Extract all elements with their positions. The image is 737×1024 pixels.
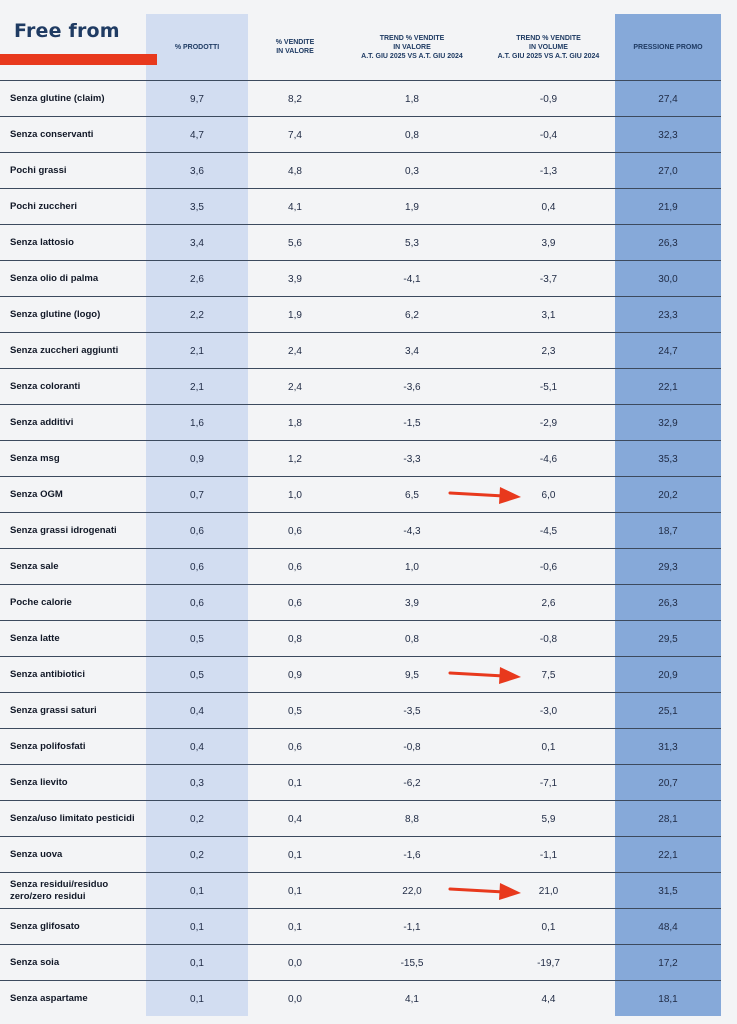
cell-trend-valore: 1,0 — [405, 561, 419, 573]
cell-pressione-promo: 17,2 — [658, 957, 678, 969]
cell-pressione-promo: 20,9 — [658, 669, 678, 681]
cell-trend-volume: -2,9 — [539, 417, 558, 429]
cell-prodotti: 0,1 — [190, 885, 204, 897]
cell-trend-volume: 0,1 — [541, 921, 556, 933]
cell-trend-volume: -3,0 — [539, 705, 558, 717]
cell-pressione-promo: 31,3 — [658, 741, 678, 753]
table-row — [0, 116, 721, 153]
cell-trend-volume: -1,1 — [539, 849, 558, 861]
cell-trend-volume: -1,3 — [539, 165, 558, 177]
cell-prodotti: 0,6 — [190, 525, 204, 537]
cell-vendite-valore: 1,0 — [288, 489, 302, 501]
row-label: Senza coloranti — [10, 381, 81, 392]
table-row — [0, 80, 721, 117]
table-row — [0, 188, 721, 225]
cell-vendite-valore: 0,4 — [288, 813, 302, 825]
cell-pressione-promo: 30,0 — [658, 273, 678, 285]
cell-pressione-promo: 48,4 — [658, 921, 678, 933]
row-label: Senza glutine (claim) — [10, 93, 105, 104]
cell-trend-volume: -0,4 — [539, 129, 558, 141]
cell-trend-valore: 9,5 — [405, 669, 419, 681]
cell-trend-valore: -4,3 — [403, 525, 421, 537]
cell-trend-valore: 6,2 — [405, 309, 419, 321]
cell-prodotti: 2,2 — [190, 309, 204, 321]
cell-pressione-promo: 20,7 — [658, 777, 678, 789]
highlight-arrow-icon — [448, 881, 522, 901]
cell-prodotti: 2,1 — [190, 345, 204, 357]
cell-prodotti: 0,2 — [190, 849, 204, 861]
cell-trend-volume: -0,8 — [539, 633, 558, 645]
cell-prodotti: 3,5 — [190, 201, 204, 213]
cell-vendite-valore: 7,4 — [288, 129, 302, 141]
row-label: Senza antibiotici — [10, 669, 85, 680]
cell-prodotti: 0,1 — [190, 921, 204, 933]
table-row — [0, 224, 721, 261]
cell-prodotti: 0,6 — [190, 561, 204, 573]
cell-pressione-promo: 27,4 — [658, 93, 678, 105]
cell-trend-valore: 6,5 — [405, 489, 419, 501]
cell-trend-valore: -4,1 — [403, 273, 421, 285]
cell-prodotti: 0,2 — [190, 813, 204, 825]
header-trend-volume: TREND % VENDITE IN VOLUME A.T. GIU 2025 VS A.T. GIU 2024 — [497, 34, 600, 60]
table-row — [0, 512, 721, 549]
row-label: Senza latte — [10, 633, 60, 644]
row-label: Senza sale — [10, 561, 59, 572]
cell-trend-valore: -6,2 — [403, 777, 421, 789]
cell-vendite-valore: 1,2 — [288, 453, 302, 465]
row-label: Senza uova — [10, 849, 63, 860]
cell-trend-volume: -7,1 — [539, 777, 558, 789]
cell-prodotti: 3,6 — [190, 165, 204, 177]
table-row — [0, 872, 721, 909]
table-header — [0, 14, 721, 80]
cell-trend-volume: 2,6 — [541, 597, 556, 609]
row-label: Senza residui/residuo zero/zero residui — [10, 879, 109, 902]
cell-pressione-promo: 18,1 — [658, 993, 678, 1005]
cell-trend-volume: -4,5 — [539, 525, 558, 537]
table-row — [0, 548, 721, 585]
row-label: Senza conservanti — [10, 129, 94, 140]
table-row — [0, 620, 721, 657]
cell-trend-volume: 0,4 — [541, 201, 556, 213]
table-row — [0, 404, 721, 441]
cell-pressione-promo: 25,1 — [658, 705, 678, 717]
cell-vendite-valore: 0,5 — [288, 705, 302, 717]
cell-pressione-promo: 32,3 — [658, 129, 678, 141]
cell-vendite-valore: 0,1 — [288, 921, 302, 933]
cell-trend-volume: 6,0 — [541, 489, 556, 501]
row-label: Senza polifosfati — [10, 741, 86, 752]
cell-trend-volume: 5,9 — [541, 813, 556, 825]
cell-trend-volume: -0,9 — [539, 93, 558, 105]
cell-trend-volume: -5,1 — [539, 381, 558, 393]
header-pressione-promo: PRESSIONE PROMO — [633, 43, 703, 51]
cell-trend-volume: -3,7 — [539, 273, 558, 285]
row-label: Senza grassi saturi — [10, 705, 97, 716]
table-row — [0, 440, 721, 477]
cell-vendite-valore: 0,6 — [288, 561, 302, 573]
row-label: Senza lievito — [10, 777, 68, 788]
table-row — [0, 260, 721, 297]
row-label: Senza/uso limitato pesticidi — [10, 813, 135, 824]
cell-prodotti: 0,3 — [190, 777, 204, 789]
cell-trend-volume: 4,4 — [541, 993, 556, 1005]
cell-vendite-valore: 2,4 — [288, 345, 302, 357]
cell-trend-volume: 7,5 — [541, 669, 556, 681]
table-row — [0, 908, 721, 945]
cell-prodotti: 0,5 — [190, 669, 204, 681]
cell-pressione-promo: 22,1 — [658, 381, 678, 393]
cell-trend-volume: 3,9 — [541, 237, 556, 249]
cell-trend-volume: -19,7 — [537, 957, 560, 969]
table-row — [0, 728, 721, 765]
row-label: Senza olio di palma — [10, 273, 99, 284]
cell-trend-valore: 0,3 — [405, 165, 419, 177]
cell-trend-valore: 22,0 — [402, 885, 422, 897]
cell-pressione-promo: 26,3 — [658, 597, 678, 609]
cell-vendite-valore: 3,9 — [288, 273, 302, 285]
row-label: Senza soia — [10, 957, 60, 968]
cell-vendite-valore: 0,1 — [288, 777, 302, 789]
cell-trend-volume: 0,1 — [541, 741, 556, 753]
row-label: Senza msg — [10, 453, 60, 464]
cell-trend-volume: -4,6 — [539, 453, 558, 465]
cell-prodotti: 0,4 — [190, 741, 204, 753]
row-label: Senza grassi idrogenati — [10, 525, 117, 536]
table-row — [0, 296, 721, 333]
header-trend-valore: TREND % VENDITE IN VALORE A.T. GIU 2025 VS A.T. GIU 2024 — [361, 34, 463, 60]
cell-trend-valore: -3,6 — [403, 381, 421, 393]
row-label: Senza OGM — [10, 489, 63, 500]
cell-trend-volume: 21,0 — [538, 885, 559, 897]
cell-trend-valore: 1,8 — [405, 93, 419, 105]
cell-trend-valore: -1,5 — [403, 417, 421, 429]
cell-prodotti: 0,9 — [190, 453, 204, 465]
row-label: Senza zuccheri aggiunti — [10, 345, 119, 356]
cell-pressione-promo: 18,7 — [658, 525, 678, 537]
cell-pressione-promo: 35,3 — [658, 453, 678, 465]
cell-vendite-valore: 8,2 — [288, 93, 302, 105]
cell-prodotti: 0,5 — [190, 633, 204, 645]
row-label: Senza glifosato — [10, 921, 80, 932]
cell-vendite-valore: 0,1 — [288, 885, 302, 897]
cell-trend-valore: 5,3 — [405, 237, 419, 249]
cell-prodotti: 0,7 — [190, 489, 204, 501]
cell-pressione-promo: 20,2 — [658, 489, 678, 501]
table-row — [0, 152, 721, 189]
cell-pressione-promo: 26,3 — [658, 237, 678, 249]
cell-vendite-valore: 4,1 — [288, 201, 302, 213]
cell-vendite-valore: 0,6 — [288, 741, 302, 753]
row-label: Senza aspartame — [10, 993, 88, 1004]
highlight-arrow-icon — [448, 665, 522, 685]
cell-pressione-promo: 24,7 — [658, 345, 678, 357]
cell-pressione-promo: 27,0 — [658, 165, 678, 177]
row-label: Pochi grassi — [10, 165, 67, 176]
cell-pressione-promo: 22,1 — [658, 849, 678, 861]
table-row — [0, 476, 721, 513]
table-row — [0, 692, 721, 729]
table-row — [0, 368, 721, 405]
cell-prodotti: 9,7 — [190, 93, 204, 105]
cell-prodotti: 4,7 — [190, 129, 204, 141]
table-row — [0, 656, 721, 693]
cell-vendite-valore: 2,4 — [288, 381, 302, 393]
cell-trend-valore: -0,8 — [403, 741, 421, 753]
table-row — [0, 836, 721, 873]
cell-trend-valore: 1,9 — [405, 201, 419, 213]
table-row — [0, 584, 721, 621]
cell-vendite-valore: 0,6 — [288, 525, 302, 537]
table-row — [0, 764, 721, 801]
cell-vendite-valore: 0,9 — [288, 669, 302, 681]
cell-pressione-promo: 29,3 — [658, 561, 678, 573]
cell-trend-valore: -3,5 — [403, 705, 421, 717]
row-label: Pochi zuccheri — [10, 201, 78, 212]
cell-trend-volume: 3,1 — [541, 309, 556, 321]
cell-trend-valore: -1,1 — [403, 921, 421, 933]
cell-trend-volume: -0,6 — [539, 561, 558, 573]
table-row — [0, 332, 721, 369]
cell-trend-valore: -1,6 — [403, 849, 421, 861]
cell-vendite-valore: 5,6 — [288, 237, 302, 249]
cell-trend-valore: 8,8 — [405, 813, 419, 825]
cell-vendite-valore: 0,8 — [288, 633, 302, 645]
cell-prodotti: 0,4 — [190, 705, 204, 717]
cell-vendite-valore: 1,9 — [288, 309, 302, 321]
header-vendite-valore: % VENDITE IN VALORE — [275, 39, 315, 55]
cell-trend-valore: 0,8 — [405, 129, 419, 141]
cell-prodotti: 1,6 — [190, 417, 204, 429]
cell-pressione-promo: 23,3 — [658, 309, 678, 321]
cell-vendite-valore: 0,6 — [288, 597, 302, 609]
cell-trend-volume: 2,3 — [541, 345, 556, 357]
cell-pressione-promo: 31,5 — [658, 885, 678, 897]
cell-prodotti: 2,6 — [190, 273, 204, 285]
cell-trend-valore: -3,3 — [403, 453, 421, 465]
cell-trend-valore: 0,8 — [405, 633, 419, 645]
cell-vendite-valore: 4,8 — [288, 165, 302, 177]
highlight-arrow-icon — [448, 485, 522, 505]
cell-pressione-promo: 32,9 — [658, 417, 678, 429]
cell-trend-valore: 3,4 — [405, 345, 419, 357]
cell-vendite-valore: 1,8 — [288, 417, 302, 429]
cell-prodotti: 0,1 — [190, 957, 204, 969]
table-row — [0, 800, 721, 837]
cell-pressione-promo: 21,9 — [658, 201, 678, 213]
table-row — [0, 944, 721, 981]
cell-vendite-valore: 0,0 — [288, 957, 302, 969]
cell-vendite-valore: 0,1 — [288, 849, 302, 861]
cell-prodotti: 0,1 — [190, 993, 204, 1005]
cell-prodotti: 0,6 — [190, 597, 204, 609]
row-label: Senza lattosio — [10, 237, 74, 248]
cell-trend-valore: -15,5 — [400, 957, 424, 969]
row-label: Senza glutine (logo) — [10, 309, 101, 320]
cell-prodotti: 2,1 — [190, 381, 204, 393]
cell-pressione-promo: 28,1 — [658, 813, 678, 825]
cell-vendite-valore: 0,0 — [288, 993, 302, 1005]
table-row — [0, 980, 721, 1017]
row-label: Senza additivi — [10, 417, 74, 428]
page-title: Free from — [14, 20, 120, 42]
cell-prodotti: 3,4 — [190, 237, 204, 249]
header-prodotti: % PRODOTTI — [174, 43, 220, 51]
cell-trend-valore: 3,9 — [405, 597, 419, 609]
cell-trend-valore: 4,1 — [405, 993, 419, 1005]
row-label: Poche calorie — [10, 597, 72, 608]
cell-pressione-promo: 29,5 — [658, 633, 678, 645]
